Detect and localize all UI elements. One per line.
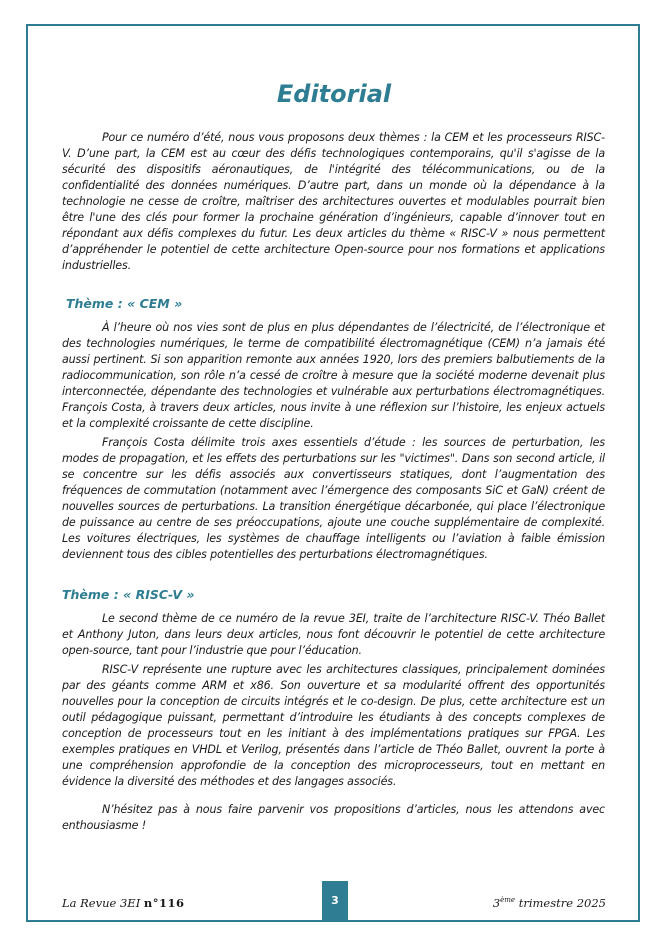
cem-paragraph-2: François Costa délimite trois axes essentiels d’étude : les sources de perturbation, les modes de propagation, et les effets des perturbations sur les "victimes". Dans son second article, il se concentre sur les défis associés aux convertisseurs statiques, dont l’augmentation des fréquences de commutation (notamment avec l’émergence des composants SiC et GaN) créent de nouvelles sources de perturbations. La transition énergétique décarbonée, qui place l’électronique de puissance au centre de ses préoccupations, ajoute une couche supplémentaire de complexité. Les voitures électriques, les systèmes de chauffage intelligents ou l’aviation à faible émission deviennent tous des cibles potentielles des perturbations électromagnétiques. [62,436,605,561]
page-title: Editorial [276,80,392,108]
section-heading-riscv: Thème : « RISC-V » [62,587,195,602]
footer-term [493,896,606,910]
cem-paragraph-1: À l’heure où nos vies sont de plus en plus dépendantes de l’électricité, de l’électronique et des technologies numériques, le terme de compatibilité électromagnétique (CEM) n’a jamais été aussi pertinent. Si son apparition remonte aux années 1920, lors des premiers balbutiements de la radiocommunication, son rôle n’a cessé de croître à mesure que la société moderne devenait plus interconnectée, dépendante des technologies et vulnérable aux perturbations électromagnétiques. François Costa, à travers deux articles, nous invite à une réflexion sur l’histoire, les enjeux actuels et la complexité croissante de cette discipline. [62,321,605,430]
closing-paragraph: N’hésitez pas à nous faire parvenir vos propositions d’articles, nous les attendons avec enthousiasme ! [62,803,605,832]
article-body [62,130,605,834]
term-number: 3 [492,896,501,910]
term-exponent: ème [500,896,516,905]
page-number: 3 [322,881,348,921]
riscv-paragraph-1: Le second thème de ce numéro de la revue 3EI, traite de l’architecture RISC-V. Théo Ballet et Anthony Juton, dans leurs deux articles, nous font découvrir le potentiel de cette architecture open-source, tant pour l’industrie que pour l’éducation. [62,612,605,657]
journal-name: La Revue 3EI [62,896,141,910]
intro-paragraph: Pour ce numéro d’été, nous vous proposons deux thèmes : la CEM et les processeurs RISC-V. D’une part, la CEM est au cœur des défis technologiques contemporains, qu'il s'agisse de la sécurité des dispositifs aéronautiques, de l'intégrité des télécommunications, ou de la confidentialité des données numériques. D’autre part, dans un monde où la dépendance à la technologie ne cesse de croître, maîtriser des architectures ouvertes et modulables pourrait bien être l'une des clés pour former la prochaine génération d’ingénieurs, capable d’innover tout en répondant aux défis complexes du futur. Les deux articles du thème « RISC-V » nous permettent d’appréhender le potentiel de cette architecture Open-source pour nos formations et applications industrielles. [62,131,605,272]
footer-journal [62,896,185,910]
section-heading-cem: Thème : « CEM » [66,296,183,311]
term-text: trimestre 2025 [518,896,606,910]
issue-number: n°116 [143,896,185,910]
riscv-paragraph-2: RISC-V représente une rupture avec les architectures classiques, principalement dominées par des géants comme ARM et x86. Son ouverture et sa modularité offrent des opportunités nouvelles pour la conception de circuits intégrés et le co-design. De plus, cette architecture est un outil pédagogique puissant, permettant d’introduire les étudiants à des concepts complexes de conception de processeurs tout en les initiant à des implémentations pratiques sur FPGA. Les exemples pratiques en VHDL et Verilog, présentés dans l’article de Théo Ballet, ouvrent la porte à une compréhension approfondie de la conception des microprocesseurs, tout en mettant en évidence la diversité des méthodes et des langages associés. [62,663,605,788]
